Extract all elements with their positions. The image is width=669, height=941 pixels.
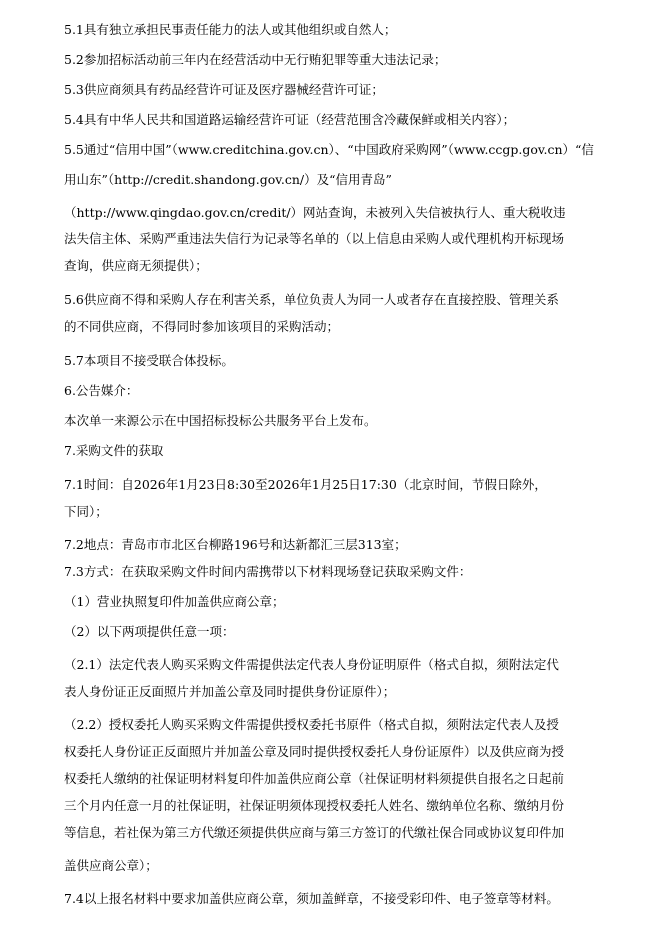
section-6-body: 本次单一来源公示在中国招标投标公共服务平台上发布。 xyxy=(64,413,377,428)
clause-5-2: 5.2参加招标活动前三年内在经营活动中无行贿犯罪等重大违法记录； xyxy=(64,52,447,67)
item-2: （2）以下两项提供任意一项： xyxy=(64,624,235,639)
clause-5-5-line-3: （http://www.qingdao.gov.cn/credit/）网站查询，未被列入失信被执行人、重大税收违 xyxy=(64,205,566,220)
item-2-2-line-1: （2.2）授权委托人购买采购文件需提供授权委托书原件（格式自拟，须附法定代表人及授 xyxy=(64,717,559,732)
clause-5-5-line-5: 查询，供应商无须提供）； xyxy=(64,258,208,273)
item-2-2-line-6: 盖供应商公章）； xyxy=(64,858,158,873)
clause-5-4: 5.4具有中华人民共和国道路运输经营许可证（经营范围含冷藏保鲜或相关内容）； xyxy=(64,112,516,127)
item-2-1-line-1: （2.1）法定代表人购买采购文件需提供法定代表人身份证明原件（格式自拟，须附法定代 xyxy=(64,657,559,672)
item-2-2-line-5: 等信息，若社保为第三方代缴还须提供供应商与第三方签订的代缴社保合同或协议复印件加 xyxy=(64,825,565,840)
clause-5-5-line-1: 5.5通过“信用中国”（www.creditchina.gov.cn）、“中国政府采购网”（www.ccgp.gov.cn）“信 xyxy=(64,142,594,157)
clause-7-1-line-2: 下同）； xyxy=(64,504,108,519)
section-7-heading: 7.采购文件的获取 xyxy=(64,443,164,458)
item-2-2-line-3: 权委托人缴纳的社保证明材料复印件加盖供应商公章（社保证明材料须提供自报名之日起前 xyxy=(64,771,565,786)
item-2-2-line-4: 三个月内任意一月的社保证明，社保证明须体现授权委托人姓名、缴纳单位名称、缴纳月份 xyxy=(64,798,565,813)
clause-7-1-line-1: 7.1时间：自2026年1月23日8:30至2026年1月25日17:30（北京时间，节假日除外， xyxy=(64,477,547,492)
clause-5-6-line-1: 5.6供应商不得和采购人存在利害关系，单位负责人为同一人或者存在直接控股、管理关系 xyxy=(64,292,559,307)
clause-5-7: 5.7本项目不接受联合体投标。 xyxy=(64,353,234,368)
clause-7-2: 7.2地点：青岛市市北区台柳路196号和达新都汇三层313室； xyxy=(64,537,407,552)
item-2-1-line-2: 表人身份证正反面照片并加盖公章及同时提供身份证原件）； xyxy=(64,684,396,699)
clause-7-4: 7.4以上报名材料中要求加盖供应商公章，须加盖鲜章，不接受彩印件、电子签章等材料。 xyxy=(64,891,559,906)
item-1: （1）营业执照复印件加盖供应商公章； xyxy=(64,594,285,609)
clause-5-1: 5.1具有独立承担民事责任能力的法人或其他组织或自然人； xyxy=(64,22,397,37)
clause-5-6-line-2: 的不同供应商，不得同时参加该项目的采购活动； xyxy=(64,319,340,334)
section-6-heading: 6.公告媒介： xyxy=(64,383,139,398)
clause-7-3: 7.3方式：在获取采购文件时间内需携带以下材料现场登记获取采购文件： xyxy=(64,564,472,579)
clause-5-3: 5.3供应商须具有药品经营许可证及医疗器械经营许可证； xyxy=(64,82,384,97)
clause-5-5-line-4: 法失信主体、采购严重违法失信行为记录等名单的（以上信息由采购人或代理机构开标现场 xyxy=(64,231,565,246)
item-2-2-line-2: 权委托人身份证正反面照片并加盖公章及同时提供授权委托人身份证原件）以及供应商为授 xyxy=(64,744,565,759)
clause-5-5-line-2: 用山东”（http://credit.shandong.gov.cn/）及“信用青岛” xyxy=(64,172,392,187)
